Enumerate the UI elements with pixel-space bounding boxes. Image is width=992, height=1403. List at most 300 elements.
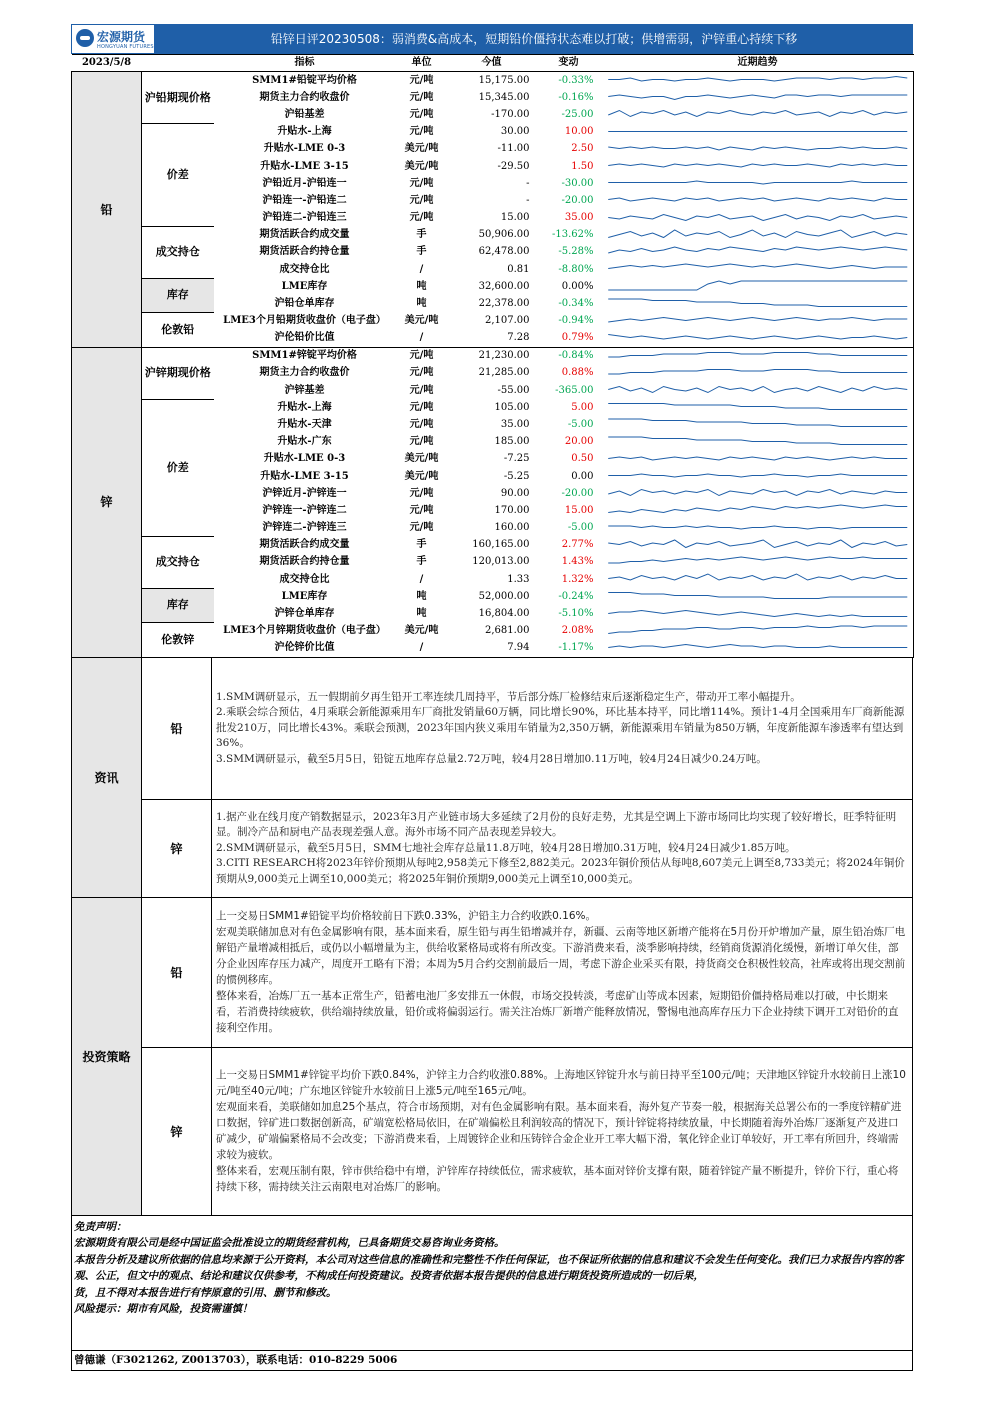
indicator-value: 7.28 [448,330,536,348]
indicator-unit: 元/吨 [409,74,434,86]
sparkline-series [608,419,907,427]
indicator-unit: 吨 [416,608,427,620]
indicator-name: 沪伦锌价比值 [214,640,396,658]
sparkline-chart [602,623,914,640]
indicator-change: -5.00 [567,522,594,534]
sparkline-chart [602,210,914,227]
logo-icon [76,29,94,47]
strategy-label: 投资策略 [72,898,142,1215]
indicator-unit: 元/吨 [409,436,434,448]
indicator-name: 沪铅仓单库存 [274,298,335,310]
table-row [72,347,914,365]
indicator-name: 成交持仓比 [279,573,330,585]
column-indicator: 指标 [214,55,396,72]
sparkline-series [608,214,907,220]
sparkline-chart [602,468,914,485]
indicator-change: 10.00 [564,126,594,138]
sparkline-chart [602,416,914,433]
strategy-zinc-para: 整体来看，宏观压制有限，锌市供给稳中有增，沪锌库存持续低位，需求疲软，基本面对锌价支撑有限，随着锌锭产量不断提升，锌价下行，重心将持续下移，需持续关注云南限电对冶炼厂的影响。 [216,1165,899,1194]
sparkline-series [608,230,907,238]
indicator-unit: 元/吨 [409,401,434,413]
indicator-name: LME库存 [281,590,328,602]
sparkline-series [608,281,907,290]
metal-label: 铅 [72,72,142,348]
sparkline-series [608,369,907,374]
indicator-unit: / [396,330,448,348]
indicator-value: -11.00 [497,143,530,155]
sparkline-series [608,593,907,599]
trend-sparkline [602,468,914,485]
indicator-value: 30.00 [500,126,530,138]
indicator-unit: 吨 [416,590,427,602]
indicator-name: 期货活跃合约持仓量 [259,556,350,568]
sparkline-series [608,247,907,253]
column-header-row [72,55,914,72]
indicator-change: 2.77% [561,539,594,551]
sparkline-chart [602,399,914,416]
indicator-change: 0.00 [571,470,594,482]
indicator-change: -0.84% [558,350,594,362]
indicator-value: 105.00 [494,401,530,413]
info-section [71,658,913,898]
info-zinc-item: 2.SMM调研显示，截至5月5日，SMM七地社会库存总量11.8万吨，较4月28日增加0.31万吨，较4月24日减少1.85万吨。 [216,841,796,854]
column-today: 今值 [448,55,536,72]
trend-sparkline [602,382,914,399]
sparkline-chart [602,571,914,588]
strategy-zinc-block [142,1048,912,1215]
disclaimer-title: 免责声明： [74,1220,127,1233]
indicator-unit: 美元/吨 [404,160,439,172]
indicator-change: 15.00 [564,504,594,516]
sparkline-series [608,181,907,184]
sparkline-series [608,317,907,322]
indicator-value: 35.00 [500,418,530,430]
group-label: 成交持仓 [142,227,214,279]
table-row [72,399,914,416]
indicator-change: -8.80% [558,263,594,275]
indicator-value: 120,013.00 [472,556,530,568]
indicator-change: -365.00 [555,384,594,396]
indicator-unit: 元/吨 [409,367,434,379]
sparkline-chart [602,451,914,468]
indicator-value: 62,478.00 [478,246,530,258]
info-label: 资讯 [72,658,142,897]
sparkline-series [608,299,907,307]
trend-sparkline [602,89,914,106]
indicator-name: 升贴水-上海 [277,126,332,138]
strategy-lead-block [142,898,912,1048]
sparkline-chart [602,192,914,209]
indicator-change: -5.10% [558,608,594,620]
trend-sparkline [602,623,914,640]
group-label: 成交持仓 [142,537,214,589]
indicator-value: 16,804.00 [478,608,530,620]
indicator-unit: / [419,263,424,275]
table-row [72,588,914,605]
indicator-name: 期货主力合约收盘价 [259,91,350,103]
indicator-name: 升贴水-LME 0-3 [263,453,346,465]
indicator-unit: / [419,573,424,585]
indicator-value: 160,165.00 [472,539,530,551]
trend-sparkline [602,365,914,382]
indicator-change: -25.00 [561,108,594,120]
indicator-value: 185.00 [494,436,530,448]
title-banner [71,24,913,54]
group-label: 价差 [142,124,214,227]
strategy-zinc-para: 上一交易日SMM1#锌锭平均价下跌0.84%，沪锌主力合约收涨0.88%。上海地区锌锭升水与前日持平至100元/吨；天津地区锌锭升水较前日上涨10元/吨至40元/吨；广东地区锌锭升水较前日上涨5元/吨至165元/吨。 [216,1069,906,1098]
indicator-unit: 美元/吨 [404,315,439,327]
sparkline-series [608,352,907,357]
indicator-unit: 元/吨 [409,350,434,362]
sparkline-chart [602,296,914,313]
info-lead-item: 2.乘联会综合预估，4月乘联会新能源乘用车厂商批发销量60万辆，同比增长90%，环比基本持平，同比增114%。预计1-4月全国乘用车厂商新能源批发210万，同比增长43%。乘联会预测，2023年国内狭义乘用车销量为2,350万辆，新能源乘用车销量为850万辆，年度新能源车渗透率有望达到36%。 [216,706,905,750]
indicator-value: 2,681.00 [484,625,530,637]
indicator-name: 沪锌仓单库存 [274,608,335,620]
sparkline-series [608,77,907,82]
indicator-name: 期货活跃合约持仓量 [259,246,350,258]
indicator-value: 15,345.00 [478,91,530,103]
group-label: 沪锌期现价格 [142,347,214,399]
indicator-value: 90.00 [500,487,530,499]
info-zinc-block [142,800,912,897]
indicator-value: 15.00 [500,212,530,224]
indicator-unit: 元/吨 [409,212,434,224]
indicator-value: -7.25 [503,453,530,465]
indicator-value: 2,107.00 [484,315,530,327]
trend-sparkline [602,434,914,451]
indicator-unit: 元/吨 [409,487,434,499]
column-trend: 近期趋势 [602,55,914,72]
indicator-value: 1.33 [507,573,530,585]
indicator-change: 0.88% [561,367,594,379]
table-row [72,278,914,295]
indicator-name: 期货主力合约收盘价 [259,367,350,379]
indicator-name: 升贴水-天津 [277,418,332,430]
sparkline-series [608,404,907,410]
indicator-value: -5.25 [503,470,530,482]
indicator-value: -29.50 [497,160,530,172]
sparkline-series [608,505,907,513]
group-label: 库存 [142,278,214,312]
indicator-change: 5.00 [571,401,594,413]
sparkline-series [608,95,907,100]
indicator-name: 期货活跃合约成交量 [259,229,350,241]
sparkline-series [608,147,907,150]
info-lead-item: 3.SMM调研显示，截至5月5日，铅锭五地库存总量2.72万吨，较4月28日增加0.11万吨，较4月24日减少0.24万吨。 [216,752,767,765]
sparkline-chart [602,365,914,382]
indicator-value: 160.00 [494,522,530,534]
indicator-unit: 手 [416,229,427,241]
indicator-unit: 元/吨 [409,91,434,103]
disclaimer [71,1216,913,1351]
sparkline-chart [602,520,914,537]
indicator-unit: 美元/吨 [404,143,439,155]
indicator-name: 沪锌近月-沪锌连一 [262,487,347,499]
indicator-change: 0.50 [571,453,594,465]
strategy-zinc-para: 宏观面来看，美联储如加息25个基点，符合市场预期，对有色金属影响有限。基本面来看，海外复产节奏一般，根据海关总署公布的一季度锌精矿进口数据，锌矿进口数据创新高，矿端宽松格局依旧，在矿端偏松且利润较高的情况下，预计锌锭将持续放量，中长期随着海外冶炼厂逐渐复产及进口矿减少，矿端偏紧格局不会改变；下游消费来看，上周镀锌企业和压铸锌合金企业开工率大幅下滑，氧化锌企业订单较好，开工率有所回升，终端需求较为疲软。 [216,1101,902,1162]
indicator-unit: 手 [416,556,427,568]
trend-sparkline [602,451,914,468]
column-unit: 单位 [396,55,448,72]
column-change: 变动 [536,55,602,72]
sparkline-chart [602,124,914,141]
indicator-unit: 美元/吨 [404,625,439,637]
sparkline-series [608,198,907,201]
info-zinc-item: 3.CITI RESEARCH将2023年锌价预期从每吨2,958美元下修至2,882美元。2023年铜价预估从每吨8,607美元上调至8,733美元；将2024年铜价预期从9,000美元上调至10,000美元；将2025年铜价预期9,000美元上调至10,000美元。 [216,857,905,885]
indicator-value: - [526,194,530,206]
sparkline-chart [602,72,914,89]
trend-sparkline [602,210,914,227]
indicator-change: 2.50 [571,143,594,155]
indicator-unit: 手 [416,246,427,258]
disclaimer-line: 宏源期货有限公司是经中国证监会批准设立的期货经营机构，已具备期货交易咨询业务资格。 [74,1237,505,1250]
metal-label: 锌 [72,347,142,657]
sparkline-chart [602,158,914,175]
trend-sparkline [602,192,914,209]
sparkline-chart [602,89,914,106]
trend-sparkline [602,485,914,502]
sparkline-chart [602,640,914,657]
indicator-name: 沪锌基差 [284,384,325,396]
trend-sparkline [602,158,914,175]
analyst-contact: 曾德谦（F3021262, Z0013703），联系电话：010-8229 5006 [71,1351,913,1371]
logo-name: 宏源期货 [97,30,146,44]
indicator-name: 升贴水-LME 3-15 [260,160,349,172]
sparkline-series [608,164,907,167]
sparkline-chart [602,278,914,295]
trend-sparkline [602,554,914,571]
indicator-change: -1.17% [536,640,602,658]
indicator-unit: 元/吨 [409,126,434,138]
indicator-unit: 美元/吨 [404,470,439,482]
indicator-table [71,54,914,658]
sparkline-series [608,264,907,269]
trend-sparkline [602,640,914,658]
trend-sparkline [602,124,914,141]
indicator-change: -0.16% [558,91,594,103]
indicator-name: LME库存 [281,280,328,292]
sparkline-series [608,540,907,548]
indicator-name: LME3个月锌期货收盘价（电子盘） [223,625,386,637]
indicator-change: 1.43% [561,556,594,568]
strategy-section [71,898,913,1216]
indicator-name: 沪伦铅价比值 [214,330,396,348]
trend-sparkline [602,106,914,123]
sparkline-chart [602,485,914,502]
info-lead-item: 1.SMM调研显示，五一假期前夕再生铅开工率连续几周持平，节后部分炼厂检修结束后逐渐稳定生产，带动开工率小幅提升。 [216,690,801,703]
indicator-name: 成交持仓比 [279,263,330,275]
trend-sparkline [602,227,914,244]
sparkline-chart [602,537,914,554]
sparkline-chart [602,141,914,158]
sparkline-chart [602,382,914,399]
sparkline-series [608,557,907,563]
indicator-unit: 元/吨 [409,194,434,206]
disclaimer-line: 本报告分析及建议所依据的信息均来源于公开资料，本公司对这些信息的准确性和完整性不作任何保证，也不保证所依据的信息和建议不会发生任何变化。我们已力求报告内容的客观、公正，但文中的观点、结论和建议仅供参考，不构成任何投资建议。投资者依据本报告提供的信息进行期货投资所造成的一切后果， [74,1253,904,1283]
indicator-unit: 元/吨 [409,522,434,534]
indicator-change: -0.24% [558,590,594,602]
logo-english-name: HONGYUAN FUTURES [97,44,154,50]
group-label: 伦敦铅 [142,313,214,348]
sparkline-chart [602,502,914,519]
sparkline-chart [602,175,914,192]
trend-sparkline [602,261,914,278]
trend-sparkline [602,571,914,588]
indicator-change: 20.00 [564,436,594,448]
sparkline-series [608,457,907,460]
strategy-lead-para: 宏观美联储加息对有色金属影响有限，基本面来看，原生铅与再生铅增减并存，新疆、云南等地区新增产能将在5月份开炉增加产量，原生铅冶炼厂电解铅产量增减相抵后，或仍以小幅增量为主，供给收紧格局或将有所改变。下游消费来看，淡季影响持续，经销商货源消化缓慢，新增订单欠佳，部分企业因库存压力减产，周度开工略有下滑；本周为5月合约交割前最后一周，考虑下游企业采买有限，持货商交仓积极性较高，社库或将出现交割前的惯例移库。 [216,926,906,987]
indicator-unit: 手 [416,539,427,551]
indicator-value: 52,000.00 [478,590,530,602]
indicator-change: -30.00 [561,177,594,189]
indicator-name: 沪锌连一-沪锌连二 [262,504,347,516]
table-row [72,227,914,244]
indicator-unit: / [396,640,448,658]
sparkline-series [608,490,907,496]
sparkline-series [608,610,907,616]
sparkline-chart [602,348,914,365]
table-row [72,124,914,141]
indicator-value: 21,230.00 [478,350,530,362]
table-row [72,313,914,330]
trend-sparkline [602,244,914,261]
sparkline-chart [602,588,914,605]
table-row [72,537,914,554]
indicator-change: -20.00 [561,487,594,499]
indicator-change: 1.50 [571,160,594,172]
strategy-lead-label: 铅 [142,898,212,1047]
indicator-name: 沪铅连二-沪铅连三 [262,212,347,224]
indicator-name: SMM1#铅锭平均价格 [252,74,357,86]
disclaimer-risk: 风险提示：期市有风险，投资需谨慎！ [74,1303,253,1316]
report-date: 2023/5/8 [72,55,142,72]
sparkline-chart [602,554,914,571]
table-row [72,72,914,90]
trend-sparkline [602,399,914,416]
indicator-value: 22,378.00 [478,298,530,310]
indicator-change: 35.00 [564,212,594,224]
trend-sparkline [602,330,914,348]
indicator-unit: 元/吨 [409,384,434,396]
sparkline-chart [602,434,914,451]
indicator-unit: 美元/吨 [404,453,439,465]
indicator-change: -0.34% [558,298,594,310]
info-zinc-label: 锌 [142,800,212,897]
trend-sparkline [602,537,914,554]
indicator-value: 21,285.00 [478,367,530,379]
indicator-unit: 元/吨 [409,504,434,516]
indicator-value: 15,175.00 [478,74,530,86]
indicator-value: - [526,177,530,189]
indicator-value: -170.00 [491,108,530,120]
indicator-name: 期货活跃合约成交量 [259,539,350,551]
disclaimer-line: 货，且不得对本报告进行有悖原意的引用、删节和修改。 [74,1286,337,1299]
group-label: 伦敦锌 [142,623,214,658]
trend-sparkline [602,520,914,537]
sparkline-series [608,526,907,529]
sparkline-chart [602,227,914,244]
indicator-change: -5.28% [558,246,594,258]
table-row [72,623,914,640]
trend-sparkline [602,416,914,433]
company-logo [71,24,155,54]
trend-sparkline [602,347,914,365]
report-title: 铅锌日评20230508：弱消费&高成本，短期铅价僵持状态难以打破；供增需弱，沪锌重心持续下移 [270,32,798,46]
indicator-change: 1.32% [561,573,594,585]
group-label: 沪铅期现价格 [142,72,214,124]
trend-sparkline [602,313,914,330]
sparkline-series [608,574,907,580]
indicator-change: -13.62% [551,229,594,241]
trend-sparkline [602,502,914,519]
sparkline-chart [602,261,914,278]
indicator-name: 沪铅基差 [284,108,325,120]
indicator-value: 32,600.00 [478,280,530,292]
indicator-value: 170.00 [494,504,530,516]
sparkline-chart [602,106,914,123]
strategy-lead-para: 上一交易日SMM1#铅锭平均价格较前日下跌0.33%，沪铅主力合约收跌0.16%。 [216,910,596,923]
info-zinc-item: 1.据产业在线月度产销数据显示，2023年3月产业链市场大多延续了2月份的良好走势，尤其是空调上下游市场同比均实现了较好增长，旺季特征明显。制冷产品和厨电产品表现差强人意。海外市场不同产品表现差异较大。 [216,810,897,839]
indicator-value: 50,906.00 [478,229,530,241]
indicator-unit: 吨 [416,298,427,310]
indicator-name: SMM1#锌锭平均价格 [252,350,357,362]
trend-sparkline [602,141,914,158]
indicator-change: -20.00 [561,194,594,206]
indicator-unit: 吨 [416,280,427,292]
sparkline-series [608,644,907,647]
indicator-value: -55.00 [497,384,530,396]
indicator-change: -0.33% [558,74,594,86]
indicator-name: LME3个月铅期货收盘价（电子盘） [223,315,386,327]
indicator-change: -0.94% [558,315,594,327]
indicator-change: 0.00% [561,280,594,292]
info-lead-label: 铅 [142,658,212,799]
indicator-name: 升贴水-LME 0-3 [263,143,346,155]
trend-sparkline [602,605,914,622]
indicator-unit: 元/吨 [409,418,434,430]
sparkline-series [608,334,907,339]
indicator-change: -5.00 [567,418,594,430]
sparkline-chart [602,330,914,347]
strategy-zinc-label: 锌 [142,1048,212,1215]
indicator-value: 7.94 [448,640,536,658]
trend-sparkline [602,72,914,90]
indicator-unit: 元/吨 [409,108,434,120]
trend-sparkline [602,588,914,605]
indicator-name: 沪铅连一-沪铅连二 [262,194,347,206]
trend-sparkline [602,175,914,192]
sparkline-chart [602,606,914,623]
sparkline-series [608,474,907,477]
indicator-name: 沪锌连二-沪锌连三 [262,522,347,534]
indicator-name: 升贴水-上海 [277,401,332,413]
sparkline-series [608,111,907,117]
sparkline-series [608,626,907,634]
sparkline-series [608,437,907,445]
trend-sparkline [602,278,914,295]
indicator-value: 0.81 [507,263,530,275]
sparkline-chart [602,244,914,261]
strategy-lead-para: 整体来看，冶炼厂五一基本正常生产，铅蓄电池厂多安排五一休假，市场交投转淡，考虑矿山等成本因素，短期铅价僵持格局难以打破，中长期来看，若消费持续疲软，供给端持续放量，铅价或将偏弱运行。需关注冶炼厂新增产能释放情况，警惕电池高库存压力下企业持续下调开工对铅价的直接利空作用。 [216,990,899,1035]
indicator-name: 升贴水-广东 [277,436,332,448]
report-sheet [71,24,913,1371]
indicator-name: 升贴水-LME 3-15 [260,470,349,482]
indicator-change: 2.08% [561,625,594,637]
sparkline-chart [602,313,914,330]
indicator-change: 0.79% [536,330,602,348]
trend-sparkline [602,295,914,312]
group-label: 价差 [142,399,214,537]
